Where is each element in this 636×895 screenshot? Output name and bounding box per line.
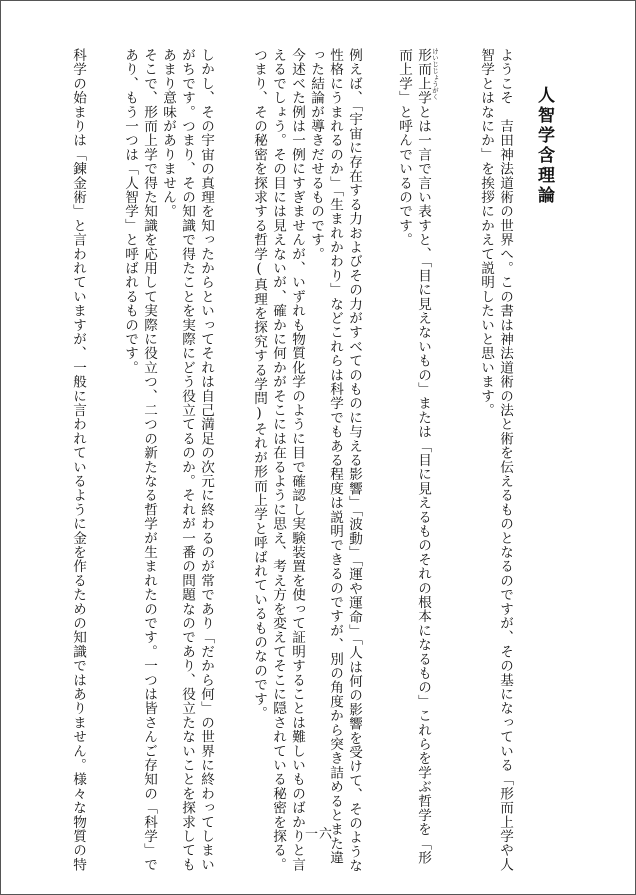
text-line: 形而上学とは一言で言い表すと、「目に見えないもの」または「目に見えるものそれの根本になるもの」これらを学ぶ哲学を「形 <box>415 48 431 865</box>
text-line: った結論が導きだせるものです。 <box>308 48 324 261</box>
text-line: ようこそ 吉田神法道術の世界へ。この書は神法道術の法と術を伝えるものとなるのですが、その基になっている「形而上学や人 <box>497 48 513 872</box>
text-line: 而上学」と呼んでいるのです。 <box>396 48 412 247</box>
text-line: 今述べた例は一例にすぎませんが、いずれも物質化学のように目で確認し実験装置を使って証明することは難しいものばかりと言 <box>289 48 305 872</box>
text-line: しかし、その宇宙の真理を知ったからといってそれは自己満足の次元に終わるのが常であり「だから何」の世界に終わってしまい <box>198 48 214 872</box>
text-line: そこで、形而上学で得た知識を応用して実際に役立つ、二つの新たなる哲学が生まれたのです。一つは皆さんご存知の「科学」で <box>141 48 157 872</box>
text-line: 科学の始まりは「錬金術」と言われていますが、一般に言われているように金を作るための知識ではありません。様々な物質の特 <box>70 48 86 872</box>
chapter-title: 人智学含理論 <box>534 86 554 206</box>
text-line: えるでしょう。その目には見えないが、確かに何かがそこには在るように思え、考え方を変えてそこに隠されている秘密を探る。 <box>270 48 286 872</box>
text-line: 智学とはなにか」を挨拶にかえて説明したいと思います。 <box>478 48 494 418</box>
text-line: 例えば、「宇宙に存在する力およびその力がすべてのものに与える影響」「波動」「運や運命」「人は何の影響を受けて、そのような <box>346 48 362 873</box>
page-number: 一六 <box>305 827 334 842</box>
text-line: つまり、その秘密を探求する哲学(真理を探究する学問)それが形而上学と呼ばれているものなのです。 <box>251 48 267 721</box>
text-line: がちです。つまり、その知識で得たことを実際にどう役立てるのか。それが一番の問題なのであり、役立たないことを探求しても <box>179 48 195 872</box>
ruby-annotation: けいじじょうがく <box>431 48 439 100</box>
text-line: あり、もう一つは「人智学」と呼ばれるものです。 <box>122 48 138 375</box>
text-line: あまり意味がありません。 <box>160 48 176 219</box>
text-line: 性格にうまれるのか」「生まれかわり」などこれらは科学でもある程度は説明できるのですが、別の角度から突き詰めるとまた違 <box>327 48 343 865</box>
